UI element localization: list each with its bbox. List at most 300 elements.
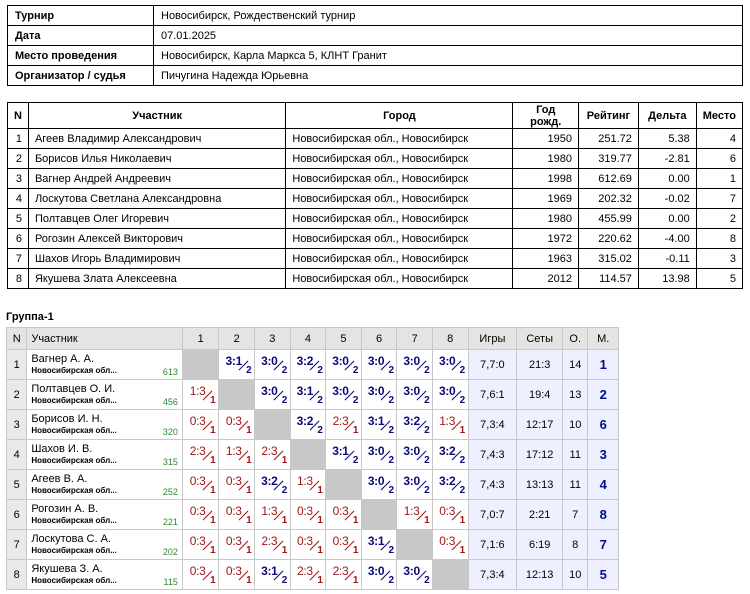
match-points: 2 xyxy=(317,365,323,376)
player-name: Шахов И. В. xyxy=(31,443,93,455)
match-cell xyxy=(290,380,326,410)
match-points: 1 xyxy=(281,455,288,466)
match-cell xyxy=(255,530,291,560)
match-score xyxy=(400,471,430,495)
group-header: 7 xyxy=(397,328,433,350)
participant-cell: 1963 xyxy=(513,249,579,269)
match-score-text: 3:2 xyxy=(261,474,278,488)
place-cell: 1 xyxy=(588,350,619,380)
match-score xyxy=(257,501,287,525)
player-rating: 320 xyxy=(162,427,178,437)
match-score xyxy=(328,411,358,435)
participant-cell: Новосибирская обл., Новосибирск xyxy=(286,229,513,249)
participant-cell: -0.02 xyxy=(638,189,696,209)
participants-header: Год рожд. xyxy=(513,103,579,129)
match-score xyxy=(400,381,430,405)
group-header: Сеты xyxy=(517,328,563,350)
games-cell: 7,0:7 xyxy=(468,500,517,530)
participant-cell: 7 xyxy=(8,249,29,269)
match-points: 2 xyxy=(459,395,466,406)
participant-cell: Вагнер Андрей Андреевич xyxy=(28,169,285,189)
group-row xyxy=(7,350,619,380)
match-score xyxy=(222,441,252,465)
player-region: Новосибирская обл... xyxy=(31,426,117,435)
match-cell xyxy=(397,350,433,380)
match-score-text: 3:0 xyxy=(438,354,456,368)
match-cell xyxy=(182,440,219,470)
match-cell xyxy=(290,470,326,500)
match-cell xyxy=(432,410,468,440)
match-points: 1 xyxy=(352,515,359,526)
match-score xyxy=(186,561,216,585)
match-cell xyxy=(290,410,326,440)
match-cell xyxy=(182,500,219,530)
match-score xyxy=(222,561,252,585)
match-cell xyxy=(361,440,397,470)
match-score-text: 2:3 xyxy=(261,444,278,458)
participant-row xyxy=(8,149,743,169)
participant-cell: 1 xyxy=(8,129,29,149)
place-cell: 8 xyxy=(588,500,619,530)
match-score xyxy=(435,411,465,435)
match-score-text: 0:3 xyxy=(296,534,313,548)
player-name: Агеев В. А. xyxy=(31,473,88,485)
self-match-cell xyxy=(182,350,219,380)
match-score xyxy=(186,471,216,495)
sets-cell: 12:17 xyxy=(517,410,563,440)
participant-cell: 220.62 xyxy=(578,229,638,249)
games-cell: 7,4:3 xyxy=(468,470,517,500)
match-score xyxy=(186,381,216,405)
tournament-info-table xyxy=(7,5,743,86)
match-score xyxy=(364,351,394,375)
match-points: 2 xyxy=(424,575,430,586)
info-row xyxy=(8,6,743,26)
place-cell: 6 xyxy=(588,410,619,440)
match-cell xyxy=(255,500,291,530)
match-cell xyxy=(219,560,255,590)
games-cell: 7,7:0 xyxy=(468,350,517,380)
group-header: 8 xyxy=(432,328,468,350)
match-cell xyxy=(290,350,326,380)
group-row-number: 3 xyxy=(7,410,27,440)
group-table xyxy=(6,327,619,590)
participant-row xyxy=(8,169,743,189)
match-score xyxy=(328,381,358,405)
match-score-text: 3:0 xyxy=(367,354,385,368)
points-cell: 10 xyxy=(563,560,588,590)
match-score xyxy=(222,501,252,525)
match-points: 2 xyxy=(388,395,395,406)
match-points: 2 xyxy=(388,575,395,586)
player-region: Новосибирская обл... xyxy=(31,456,117,465)
match-score-text: 3:2 xyxy=(438,444,456,458)
sets-cell: 13:13 xyxy=(517,470,563,500)
participant-cell: 6 xyxy=(8,229,29,249)
match-score xyxy=(400,501,430,525)
participant-cell: -0.11 xyxy=(638,249,696,269)
match-points: 2 xyxy=(281,365,288,376)
points-cell: 8 xyxy=(563,530,588,560)
match-score-text: 3:2 xyxy=(296,414,314,428)
match-cell xyxy=(326,380,362,410)
match-score xyxy=(186,501,216,525)
match-points: 1 xyxy=(246,515,252,526)
participants-header: Дельта xyxy=(638,103,696,129)
match-score-text: 3:0 xyxy=(438,384,456,398)
points-cell: 10 xyxy=(563,410,588,440)
match-cell xyxy=(290,560,326,590)
group-header: 2 xyxy=(219,328,255,350)
player-name: Якушева З. А. xyxy=(31,563,103,575)
match-score-text: 3:2 xyxy=(296,354,314,368)
match-score-text: 3:0 xyxy=(332,384,349,398)
match-cell xyxy=(182,410,219,440)
participant-cell: 5 xyxy=(696,269,742,289)
group-header: 6 xyxy=(361,328,397,350)
player-name: Вагнер А. А. xyxy=(31,353,95,365)
match-cell xyxy=(326,500,362,530)
match-points: 2 xyxy=(281,575,288,586)
games-cell: 7,6:1 xyxy=(468,380,517,410)
group-row-number: 2 xyxy=(7,380,27,410)
match-score xyxy=(400,351,430,375)
match-score xyxy=(257,441,287,465)
participants-header: Город xyxy=(286,103,513,129)
participant-cell: Рогозин Алексей Викторович xyxy=(28,229,285,249)
group-row-number: 7 xyxy=(7,530,27,560)
match-cell xyxy=(432,470,468,500)
participant-cell: Новосибирская обл., Новосибирск xyxy=(286,209,513,229)
match-cell xyxy=(326,410,362,440)
match-score-text: 3:0 xyxy=(403,444,420,458)
match-score xyxy=(222,531,252,555)
sets-cell: 17:12 xyxy=(517,440,563,470)
points-cell: 11 xyxy=(563,440,588,470)
match-points: 1 xyxy=(246,575,252,586)
match-score xyxy=(186,411,216,435)
match-score xyxy=(186,531,216,555)
match-score xyxy=(293,561,323,585)
sets-cell: 6:19 xyxy=(517,530,563,560)
match-score-text: 3:1 xyxy=(367,534,385,548)
self-match-cell xyxy=(397,530,433,560)
match-cell xyxy=(255,380,291,410)
group-row-number: 5 xyxy=(7,470,27,500)
match-score-text: 0:3 xyxy=(332,534,349,548)
match-score-text: 0:3 xyxy=(332,504,349,518)
match-points: 1 xyxy=(317,485,323,496)
match-cell xyxy=(397,410,433,440)
match-score-text: 0:3 xyxy=(296,504,313,518)
match-cell xyxy=(432,350,468,380)
group-header: 5 xyxy=(326,328,362,350)
match-score-text: 3:1 xyxy=(225,354,242,368)
participant-cell: 7 xyxy=(696,189,742,209)
match-points: 1 xyxy=(210,425,216,436)
match-points: 2 xyxy=(317,395,323,406)
participant-cell: Якушева Злата Алексеевна xyxy=(28,269,285,289)
match-cell xyxy=(219,470,255,500)
match-cell xyxy=(432,500,468,530)
participant-cell: 8 xyxy=(696,229,742,249)
match-points: 1 xyxy=(317,545,323,556)
player-rating: 221 xyxy=(162,517,178,527)
group-player xyxy=(27,440,183,470)
match-score-text: 1:3 xyxy=(439,414,456,428)
match-points: 1 xyxy=(352,425,359,436)
match-cell xyxy=(397,440,433,470)
player-rating: 202 xyxy=(162,547,178,557)
group-header: О. xyxy=(563,328,588,350)
match-points: 2 xyxy=(352,395,359,406)
match-score-text: 0:3 xyxy=(189,534,206,548)
match-score-text: 1:3 xyxy=(225,444,242,458)
self-match-cell xyxy=(290,440,326,470)
self-match-cell xyxy=(255,410,291,440)
match-cell xyxy=(182,380,219,410)
info-row xyxy=(8,46,743,66)
participant-cell: 0.00 xyxy=(638,169,696,189)
group-row xyxy=(7,500,619,530)
match-score-text: 3:0 xyxy=(261,384,278,398)
match-cell xyxy=(255,470,291,500)
match-points: 2 xyxy=(424,485,430,496)
match-score-text: 2:3 xyxy=(261,534,278,548)
points-cell: 14 xyxy=(563,350,588,380)
group-row xyxy=(7,560,619,590)
participants-header: Рейтинг xyxy=(578,103,638,129)
participant-cell: Новосибирская обл., Новосибирск xyxy=(286,129,513,149)
match-score xyxy=(257,531,287,555)
points-cell: 7 xyxy=(563,500,588,530)
participant-cell: 3 xyxy=(8,169,29,189)
match-points: 1 xyxy=(459,515,466,526)
participant-cell: 5.38 xyxy=(638,129,696,149)
info-row xyxy=(8,26,743,46)
match-score-text: 2:3 xyxy=(189,444,206,458)
participant-cell: 4 xyxy=(696,129,742,149)
match-score-text: 3:2 xyxy=(403,414,420,428)
match-points: 1 xyxy=(246,485,252,496)
match-score-text: 0:3 xyxy=(225,534,242,548)
sets-cell: 19:4 xyxy=(517,380,563,410)
group-header: 1 xyxy=(182,328,219,350)
group-player xyxy=(27,350,183,380)
match-score xyxy=(364,471,394,495)
match-score-text: 3:2 xyxy=(438,474,456,488)
match-cell xyxy=(255,350,291,380)
participant-cell: 251.72 xyxy=(578,129,638,149)
group-player xyxy=(27,380,183,410)
match-score xyxy=(435,471,465,495)
group-header: Участник xyxy=(27,328,183,350)
participant-cell: Борисов Илья Николаевич xyxy=(28,149,285,169)
match-score xyxy=(364,531,394,555)
match-cell xyxy=(182,560,219,590)
match-points: 2 xyxy=(424,365,430,376)
match-score-text: 0:3 xyxy=(189,414,206,428)
group-row-number: 8 xyxy=(7,560,27,590)
match-cell xyxy=(432,530,468,560)
participant-row xyxy=(8,209,743,229)
participant-cell: 455.99 xyxy=(578,209,638,229)
match-score-text: 0:3 xyxy=(225,474,242,488)
match-cell xyxy=(397,500,433,530)
match-points: 2 xyxy=(317,425,323,436)
info-value: Новосибирск, Рождественский турнир xyxy=(154,6,743,26)
participant-cell: 4 xyxy=(8,189,29,209)
match-score xyxy=(328,561,358,585)
points-cell: 13 xyxy=(563,380,588,410)
place-cell: 5 xyxy=(588,560,619,590)
match-points: 2 xyxy=(246,365,252,376)
match-score xyxy=(400,561,430,585)
group-header: 4 xyxy=(290,328,326,350)
match-score xyxy=(328,441,358,465)
info-label: Дата xyxy=(8,26,154,46)
group-header: Игры xyxy=(468,328,517,350)
match-cell xyxy=(432,440,468,470)
match-score xyxy=(293,351,323,375)
participant-cell: 114.57 xyxy=(578,269,638,289)
match-score xyxy=(435,351,465,375)
participant-cell: Агеев Владимир Александрович xyxy=(28,129,285,149)
match-points: 1 xyxy=(352,545,359,556)
match-score xyxy=(364,381,394,405)
sets-cell: 21:3 xyxy=(517,350,563,380)
participant-cell: 202.32 xyxy=(578,189,638,209)
games-cell: 7,1:6 xyxy=(468,530,517,560)
player-region: Новосибирская обл... xyxy=(31,396,117,405)
match-score xyxy=(435,501,465,525)
match-score-text: 3:1 xyxy=(261,564,278,578)
match-points: 1 xyxy=(246,545,252,556)
participant-cell: 1998 xyxy=(513,169,579,189)
group-row xyxy=(7,380,619,410)
player-region: Новосибирская обл... xyxy=(31,366,117,375)
participant-cell: -2.81 xyxy=(638,149,696,169)
place-cell: 7 xyxy=(588,530,619,560)
match-score xyxy=(257,561,287,585)
match-cell xyxy=(361,560,397,590)
match-score xyxy=(435,531,465,555)
match-score-text: 3:0 xyxy=(403,564,420,578)
match-cell xyxy=(397,560,433,590)
match-points: 2 xyxy=(424,425,430,436)
match-score xyxy=(364,561,394,585)
match-cell xyxy=(182,470,219,500)
match-points: 1 xyxy=(246,425,252,436)
participant-row xyxy=(8,229,743,249)
match-points: 2 xyxy=(388,455,395,466)
participant-cell: 1972 xyxy=(513,229,579,249)
sets-cell: 12:13 xyxy=(517,560,563,590)
group-row xyxy=(7,470,619,500)
match-points: 2 xyxy=(388,365,395,376)
participant-cell: 0.00 xyxy=(638,209,696,229)
info-label: Турнир xyxy=(8,6,154,26)
match-score-text: 3:0 xyxy=(332,354,349,368)
match-score-text: 0:3 xyxy=(439,504,456,518)
match-score xyxy=(222,351,252,375)
match-score-text: 0:3 xyxy=(189,564,206,578)
match-cell xyxy=(397,380,433,410)
group-header: 3 xyxy=(255,328,291,350)
match-score-text: 3:0 xyxy=(367,444,385,458)
match-score-text: 2:3 xyxy=(296,564,313,578)
match-points: 1 xyxy=(210,545,216,556)
participant-cell: 1950 xyxy=(513,129,579,149)
match-cell xyxy=(326,560,362,590)
participant-cell: Лоскутова Светлана Александровна xyxy=(28,189,285,209)
match-points: 1 xyxy=(317,575,323,586)
match-points: 1 xyxy=(317,515,323,526)
match-points: 2 xyxy=(459,455,466,466)
place-cell: 3 xyxy=(588,440,619,470)
match-points: 2 xyxy=(424,395,430,406)
group-header: М. xyxy=(588,328,619,350)
match-score-text: 0:3 xyxy=(225,564,242,578)
info-row xyxy=(8,66,743,86)
group-title: Группа-1 xyxy=(6,311,54,323)
points-cell: 11 xyxy=(563,470,588,500)
info-label: Место проведения xyxy=(8,46,154,66)
self-match-cell xyxy=(361,500,397,530)
match-cell xyxy=(432,380,468,410)
match-cell xyxy=(290,500,326,530)
games-cell: 7,3:4 xyxy=(468,410,517,440)
self-match-cell xyxy=(326,470,362,500)
participant-cell: 8 xyxy=(8,269,29,289)
participant-cell: 319.77 xyxy=(578,149,638,169)
match-score-text: 3:1 xyxy=(332,444,349,458)
match-score xyxy=(400,441,430,465)
participant-row xyxy=(8,269,743,289)
match-points: 2 xyxy=(352,365,359,376)
match-score xyxy=(257,381,287,405)
group-row xyxy=(7,440,619,470)
match-score xyxy=(435,441,465,465)
match-score-text: 3:0 xyxy=(261,354,278,368)
match-points: 1 xyxy=(210,515,216,526)
match-score xyxy=(222,471,252,495)
match-points: 2 xyxy=(281,395,288,406)
match-score-text: 2:3 xyxy=(332,564,349,578)
participant-cell: Шахов Игорь Владимирович xyxy=(28,249,285,269)
match-points: 2 xyxy=(281,485,288,496)
match-score xyxy=(222,411,252,435)
match-score xyxy=(293,531,323,555)
match-cell xyxy=(219,530,255,560)
match-cell xyxy=(361,350,397,380)
match-score-text: 3:0 xyxy=(403,384,420,398)
match-score-text: 3:0 xyxy=(403,354,420,368)
participant-cell: 1969 xyxy=(513,189,579,209)
participant-cell: 6 xyxy=(696,149,742,169)
match-score-text: 0:3 xyxy=(439,534,456,548)
place-cell: 4 xyxy=(588,470,619,500)
games-cell: 7,3:4 xyxy=(468,560,517,590)
participant-row xyxy=(8,129,743,149)
match-score-text: 3:0 xyxy=(367,564,385,578)
participant-cell: -4.00 xyxy=(638,229,696,249)
match-score-text: 3:0 xyxy=(367,384,385,398)
player-rating: 252 xyxy=(162,487,178,497)
participant-cell: 1980 xyxy=(513,149,579,169)
match-cell xyxy=(361,470,397,500)
participants-header: Участник xyxy=(28,103,285,129)
